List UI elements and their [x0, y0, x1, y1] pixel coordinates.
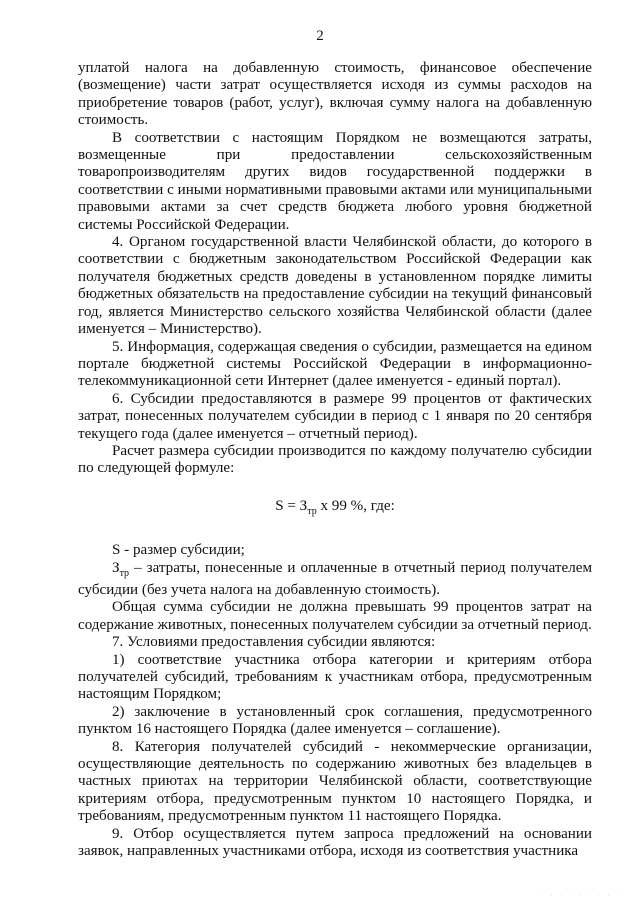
formula-lhs: S = З: [275, 497, 308, 514]
paragraph: 6. Субсидии предоставляются в размере 99 процентов от фактических затрат, понесенных получателем субсидии в период с 1 января по 20 сентября текущего года (далее именуется – отчетный период).: [78, 390, 592, 442]
paragraph: Общая сумма субсидии не должна превышать 99 процентов затрат на содержание животных, понесенных получателем субсидии за отчетный период.: [78, 599, 592, 633]
paragraph: 9. Отбор осуществляется путем запроса предложений на основании заявок, направленных участниками отбора, исходя из соответствия участника: [78, 825, 592, 860]
paragraph: 1) соответствие участника отбора категории и критериям отбора получателей субсидий, требованиям к участникам отбора, предусмотренным настоящим Порядком;: [78, 651, 592, 703]
definition-s: S - размер субсидии;: [112, 542, 245, 559]
z-symbol: З: [112, 559, 120, 576]
formula-rhs: х 99 %, где:: [316, 497, 395, 514]
z-definition-text: – затраты, понесенные и оплаченные в отчетный период получателем субсидии (без учета налога на добавленную стоимость).: [78, 559, 592, 598]
paragraph: 8. Категория получателей субсидий - некоммерческие организации, осуществляющие деятельность по содержанию животных без владельцев в частных приютах на территории Челябинской области, соответствующие критериям отбора, предусмотренным пунктом 10 настоящего Порядка, и требованиям, предусмотренным пунктом 11 настоящего Порядка.: [78, 738, 592, 825]
paragraph: 5. Информация, содержащая сведения о субсидии, размещается на едином портале бюджетной системы Российской Федерации в информационно-телекоммуникационной сети Интернет (далее именуется - единый портал).: [78, 338, 592, 390]
paragraph: уплатой налога на добавленную стоимость, финансовое обеспечение (возмещение) части затрат осуществляется исходя из суммы расходов на приобретение товаров (работ, услуг), включая сумму налога на добавленную стоимость.: [78, 60, 592, 129]
document-body: [78, 60, 592, 861]
formula-subscript: тр: [307, 505, 317, 517]
subsidy-formula: [78, 498, 592, 520]
scan-artifact: · · · · · · · · ·: [541, 893, 622, 899]
paragraph: 4. Органом государственной власти Челябинской области, до которого в соответствии с бюджетным законодательством Российской Федерации как получателя бюджетных средств доведены в установленном порядке лимиты бюджетных обязательств на предоставление субсидии на текущий финансовый год, является Министерство сельского хозяйства Челябинской области (далее именуется – Министерство).: [78, 234, 592, 338]
paragraph: В соответствии с настоящим Порядком не возмещаются затраты, возмещенные при предоставлении сельскохозяйственным товаропроизводителям других видов государственной поддержки в соответствии с иными нормативными правовыми актами или муниципальными правовыми актами за счет средств бюджета любого уровня бюджетной системы Российской Федерации.: [78, 129, 592, 233]
paragraph: 7. Условиями предоставления субсидии являются:: [112, 634, 436, 651]
page-number: 2: [316, 28, 324, 44]
paragraph: Расчет размера субсидии производится по каждому получателю субсидии по следующей формуле:: [78, 442, 592, 477]
paragraph: 2) заключение в установленный срок соглашения, предусмотренного пунктом 16 настоящего Порядка (далее именуется – соглашение).: [78, 703, 592, 738]
z-subscript: тр: [119, 567, 130, 579]
definition-z: [78, 560, 592, 600]
